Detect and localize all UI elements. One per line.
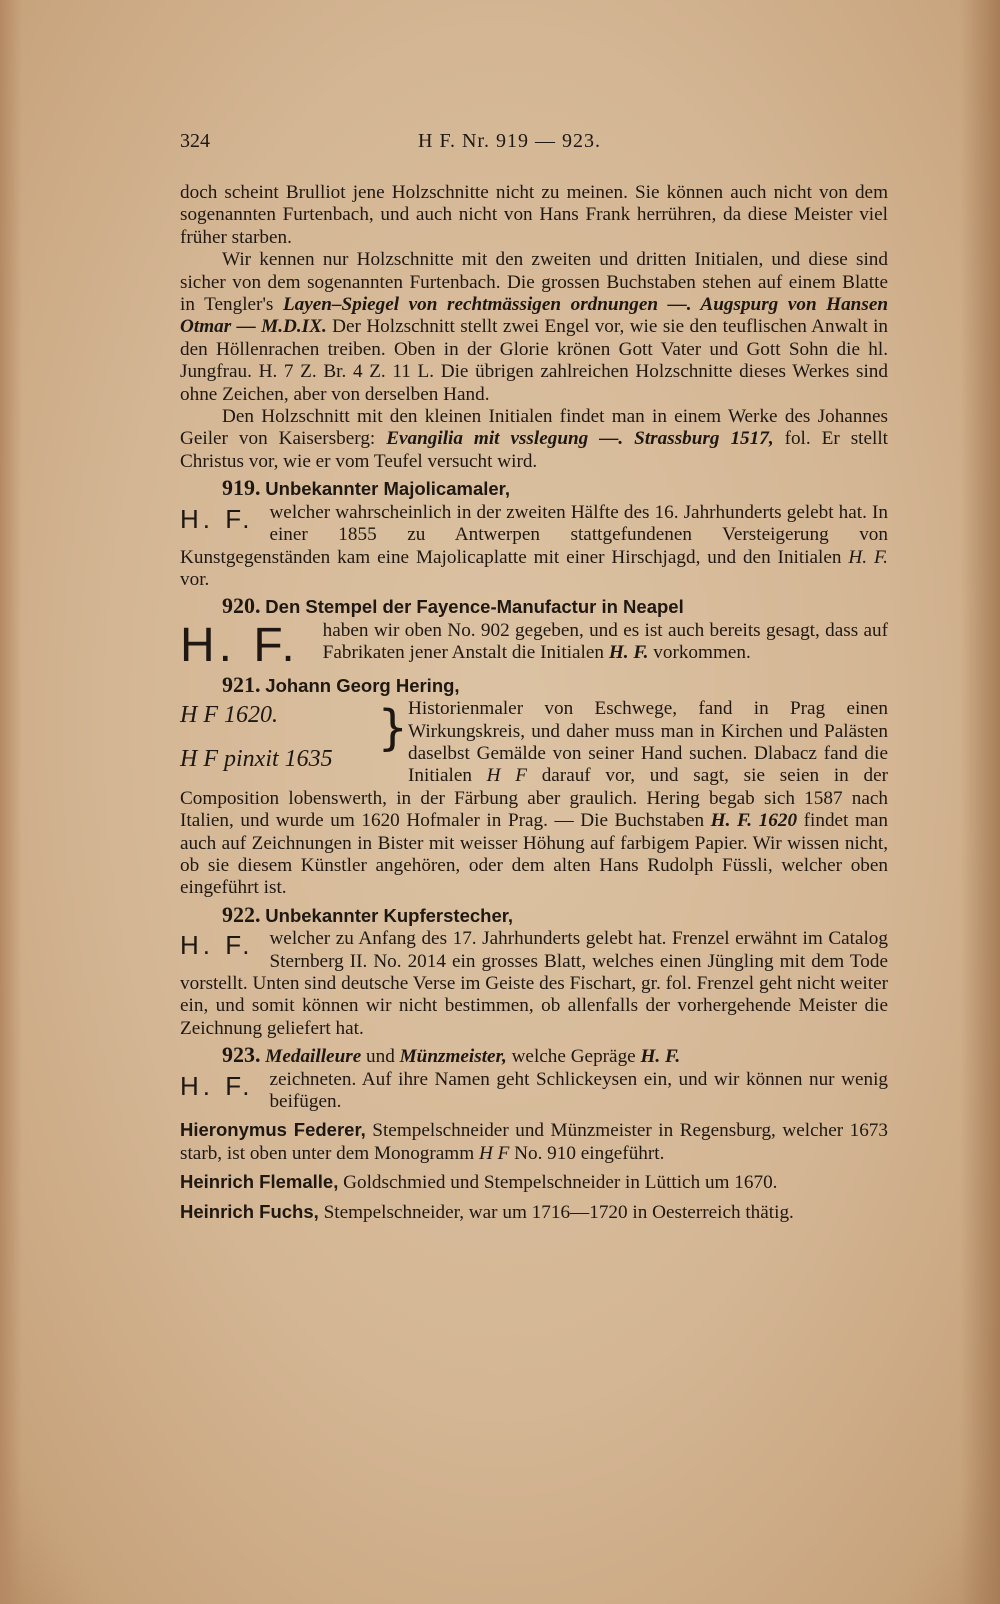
entry-body-end: No. 910 eingeführt.: [509, 1142, 665, 1164]
entry-919: [180, 477, 888, 591]
artist-name: Münzmeister,: [399, 1046, 507, 1068]
entry-text: zeichneten. Auf ihre Namen geht Schlickeysen ein, und wir können nur wenig beifügen.: [269, 1068, 888, 1113]
entry-923: [180, 1044, 888, 1113]
paragraph-text: Der Holzschnitt stellt zwei Engel vor, wie sie den teuflischen Anwalt in den Höllenrachen treiben. Oben in der Glorie krönen Gott Vater und Gott Sohn die hl. Jungfrau. H. 7 Z. Br. 4 Z. 11 L. Die übrigen zahlreichen Holzschnitte dieses Werkes sind ohne Zeichen, aber von derselben Hand.: [180, 316, 888, 405]
entry-heading: [180, 901, 888, 928]
entry-number: 922.: [222, 901, 261, 927]
initials: H F: [478, 1142, 510, 1164]
page-edge-right: [960, 0, 1000, 1604]
conjunction: und: [361, 1046, 400, 1068]
monogram-block: [180, 700, 408, 774]
entry-number: 921.: [222, 671, 261, 697]
artist-name: Hieronymus Federer,: [180, 1119, 366, 1141]
entry-body: findet man auch auf Zeichnungen in Bister mit weisser Höhung auf farbigem Papier. Wir wissen nicht, ob sie diesem Künstler angehören, oder dem alten Hans Rudolph Füssli, welcher oben eingeführt ist.: [180, 810, 888, 899]
artist-name: Heinrich Flemalle,: [180, 1171, 339, 1193]
artist-name: Unbekannter Majolicamaler,: [265, 478, 510, 500]
entry-heading: [180, 1044, 888, 1068]
artist-name: Heinrich Fuchs,: [180, 1200, 319, 1222]
initials: H. F.: [848, 546, 888, 568]
monogram: H. F.: [180, 930, 254, 961]
monogram: H. F.: [180, 503, 254, 534]
running-header: [180, 130, 888, 156]
monogram: H. F.: [180, 618, 299, 672]
paragraph-geiler: [180, 406, 888, 473]
entry-920: [180, 593, 888, 672]
entry-body: Historienmaler von Eschwege, fand in Prag einen Wirkungskreis, und daher muss man in Kirchen und Palästen daselbst Gemälde von seiner Hand suchen. Dlabacz fand die Initialen: [408, 698, 888, 787]
brace-glyph: }: [377, 700, 408, 757]
running-title: H F. Nr. 919 — 923.: [418, 130, 601, 152]
initials: H F: [486, 765, 527, 787]
entry-body-end: vor.: [180, 568, 210, 590]
paragraph-continuation: doch scheint Brulliot jene Holzschnitte nicht zu meinen. Sie können auch nicht von dem sogenannten Furtenbach, und auch nicht von Hans Frank herrühren, da diese Meister viel früher starben.: [180, 182, 888, 248]
page-number: 324: [180, 130, 210, 152]
monogram-line: H F pinxit 1635: [180, 746, 333, 773]
paragraph-text: Den Holzschnitt mit den kleinen Initialen findet man in einem Werke des Johannes Geiler von Kaisersberg:: [180, 406, 888, 450]
paragraph-text: Wir kennen nur Holzschnitte mit den zweiten und dritten Initialen, und diese sind sicher von dem sogenannten Furtenbach. Die grossen Buchstaben stehen auf einem Blatte in Tengler's: [180, 249, 888, 316]
initials: H. F. 1620: [710, 810, 798, 832]
entry-number: 923.: [222, 1042, 261, 1068]
initials: H. F.: [640, 1046, 681, 1068]
entry-body: welcher wahrscheinlich in der zweiten Hälfte des 16. Jahrhunderts gelebt hat. In einer 1855 zu Antwerpen stattgefundenen Versteigerung von Kunstgegenständen kam eine Majolicaplatte mit einer Hirschjagd, und den Initialen: [180, 501, 888, 568]
entry-body: Stempelschneider und Münzmeister in Regensburg, welcher 1673 starb, ist oben unter dem Monogramm: [180, 1120, 888, 1164]
entry-text: welcher zu Anfang des 17. Jahrhunderts gelebt hat. Frenzel erwähnt im Catalog Sternberg II. No. 2014 ein grosses Blatt, welches einen Jüngling mit dem Tode vorstellt. Unten sind deutsche Verse im Geiste des Fischart, gr. fol. Frenzel geht nicht weiter ein, und somit können wir nicht bestimmen, ob allenfalls der vorhergehende Meister die Zeichnung geliefert hat.: [180, 928, 888, 1039]
entry-heading: [180, 595, 888, 619]
paragraph-furtenbach: [180, 249, 888, 406]
entry-921: [180, 671, 888, 900]
entry-922: [180, 901, 888, 1040]
initials: H. F.: [608, 642, 649, 664]
entry-heading: [180, 671, 888, 698]
entry-number: 919.: [222, 475, 261, 501]
entry-number: 920.: [222, 593, 261, 619]
sub-entry-flemalle: [180, 1171, 888, 1194]
artist-name: Den Stempel der Fayence-Manufactur in Neapel: [265, 596, 684, 618]
entry-body-end: vorkommen.: [648, 642, 751, 664]
entry-body: haben wir oben No. 902 gegeben, und es ist auch bereits gesagt, dass auf Fabrikaten jener Anstalt die Initialen: [322, 619, 888, 664]
entry-text: [180, 502, 888, 592]
artist-name: Medailleure: [265, 1046, 362, 1068]
entry-body: darauf vor, und sagt, sie seien in der Composition lobenswerth, in der Färbung aber graulich. Hering begab sich 1587 nach Italien, und wurde um 1620 Hofmaler in Prag. — Die Buchstaben: [180, 765, 888, 832]
page-edge-left: [0, 0, 22, 1604]
paragraph-text: fol. Er stellt Christus vor, wie er vom Teufel versucht wird.: [180, 428, 889, 472]
entry-body: Stempelschneider, war um 1716—1720 in Oesterreich thätig.: [318, 1201, 794, 1223]
book-title: Layen–Spiegel von rechtmässigen ordnungen —. Augspurg von Hansen Otmar — M.D.IX.: [180, 294, 889, 338]
entry-heading: [180, 477, 888, 501]
book-title: Evangilia mit vsslegung —. Strassburg 1517,: [386, 428, 774, 450]
artist-name: Johann Georg Hering,: [265, 674, 460, 696]
monogram-line: H F 1620.: [180, 702, 278, 729]
sub-entry-fuchs: [180, 1201, 888, 1224]
text-block: [180, 130, 888, 1224]
artist-name: Unbekannter Kupferstecher,: [265, 904, 514, 926]
entry-body: Goldschmied und Stempelschneider in Lüttich um 1670.: [338, 1172, 778, 1194]
entry-body: welche Gepräge: [506, 1046, 641, 1068]
monogram: H. F.: [180, 1070, 254, 1101]
sub-entry-federer: [180, 1119, 888, 1165]
